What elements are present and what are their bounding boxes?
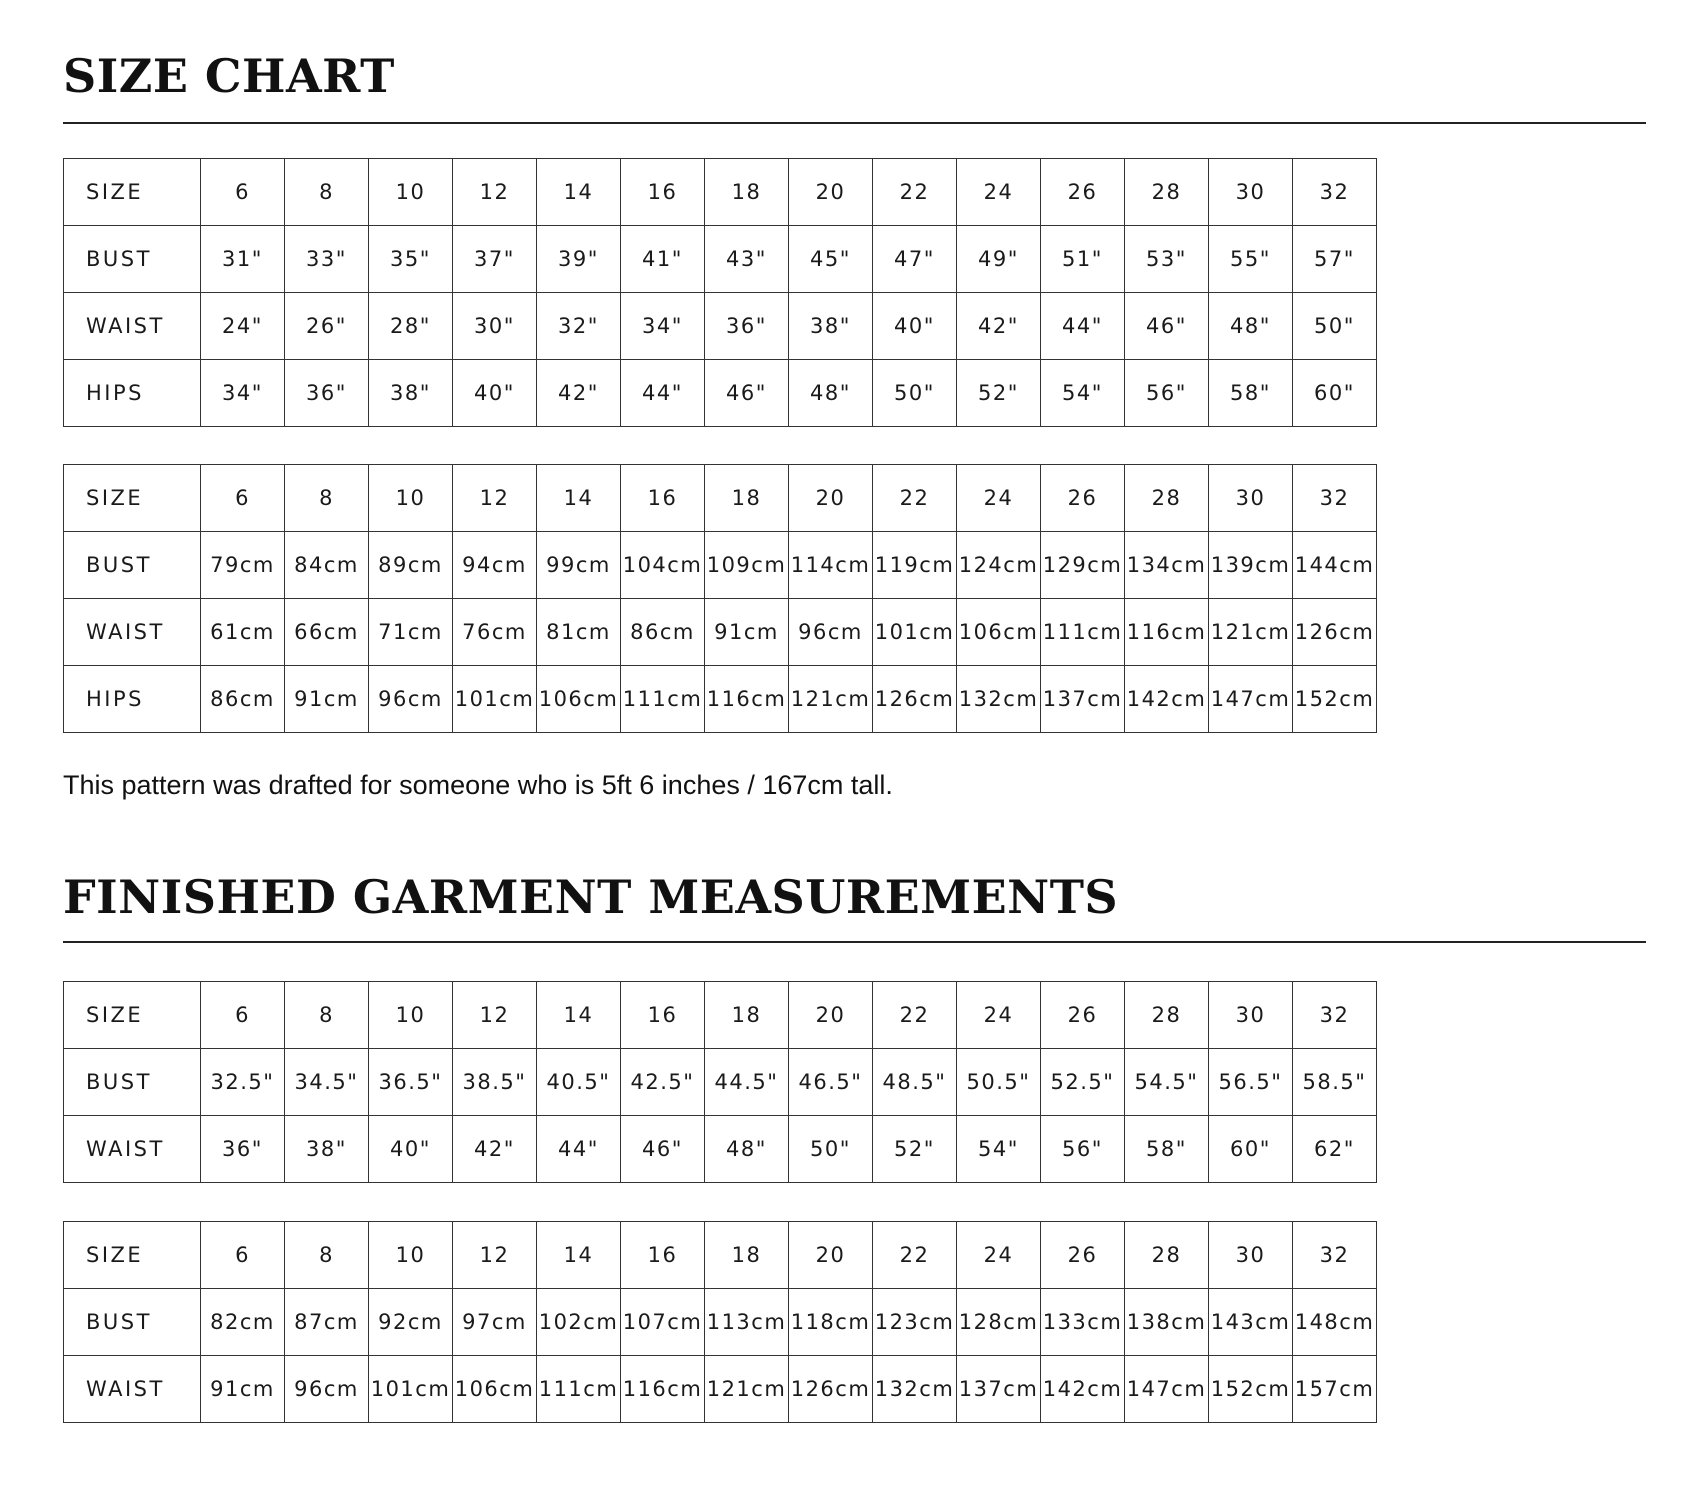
hips-row bbox=[64, 360, 1377, 427]
measurement-cell: 101cm bbox=[369, 1356, 453, 1423]
finished-garment-title: FINISHED GARMENT MEASUREMENTS bbox=[63, 870, 1119, 924]
row-label: WAIST bbox=[64, 293, 201, 360]
size-header-cell: 12 bbox=[453, 465, 537, 532]
measurement-cell: 47" bbox=[873, 226, 957, 293]
size-header-cell: 10 bbox=[369, 982, 453, 1049]
measurement-cell: 55" bbox=[1209, 226, 1293, 293]
size-header-cell: 28 bbox=[1125, 465, 1209, 532]
size-header-cell: 20 bbox=[789, 465, 873, 532]
size-header-cell: 24 bbox=[957, 465, 1041, 532]
size-header-cell: 6 bbox=[201, 1222, 285, 1289]
size-row bbox=[64, 159, 1377, 226]
measurement-cell: 142cm bbox=[1125, 666, 1209, 733]
measurement-cell: 52" bbox=[957, 360, 1041, 427]
hips-row bbox=[64, 666, 1377, 733]
size-header-cell: 26 bbox=[1041, 159, 1125, 226]
measurement-cell: 54.5" bbox=[1125, 1049, 1209, 1116]
measurement-cell: 123cm bbox=[873, 1289, 957, 1356]
measurement-cell: 92cm bbox=[369, 1289, 453, 1356]
size-header-cell: 8 bbox=[285, 159, 369, 226]
row-label: SIZE bbox=[64, 465, 201, 532]
size-chart-inches-table bbox=[63, 158, 1377, 427]
measurement-cell: 50" bbox=[873, 360, 957, 427]
size-header-cell: 8 bbox=[285, 1222, 369, 1289]
measurement-cell: 48" bbox=[1209, 293, 1293, 360]
size-header-cell: 14 bbox=[537, 159, 621, 226]
measurement-cell: 33" bbox=[285, 226, 369, 293]
measurement-cell: 38" bbox=[285, 1116, 369, 1183]
measurement-cell: 111cm bbox=[1041, 599, 1125, 666]
measurement-cell: 76cm bbox=[453, 599, 537, 666]
measurement-cell: 99cm bbox=[537, 532, 621, 599]
measurement-cell: 121cm bbox=[705, 1356, 789, 1423]
measurement-cell: 42" bbox=[957, 293, 1041, 360]
measurement-cell: 109cm bbox=[705, 532, 789, 599]
size-header-cell: 16 bbox=[621, 159, 705, 226]
size-header-cell: 14 bbox=[537, 465, 621, 532]
measurement-cell: 30" bbox=[453, 293, 537, 360]
size-header-cell: 16 bbox=[621, 1222, 705, 1289]
measurement-cell: 49" bbox=[957, 226, 1041, 293]
size-header-cell: 32 bbox=[1293, 159, 1377, 226]
measurement-cell: 71cm bbox=[369, 599, 453, 666]
measurement-cell: 126cm bbox=[789, 1356, 873, 1423]
measurement-cell: 51" bbox=[1041, 226, 1125, 293]
finished-garment-cm-table bbox=[63, 1221, 1377, 1423]
size-header-cell: 30 bbox=[1209, 159, 1293, 226]
measurement-cell: 34" bbox=[621, 293, 705, 360]
measurement-cell: 38" bbox=[369, 360, 453, 427]
row-label: BUST bbox=[64, 1289, 201, 1356]
measurement-cell: 62" bbox=[1293, 1116, 1377, 1183]
measurement-cell: 137cm bbox=[957, 1356, 1041, 1423]
measurement-cell: 82cm bbox=[201, 1289, 285, 1356]
size-header-cell: 28 bbox=[1125, 159, 1209, 226]
waist-row bbox=[64, 1356, 1377, 1423]
measurement-cell: 133cm bbox=[1041, 1289, 1125, 1356]
measurement-cell: 37" bbox=[453, 226, 537, 293]
size-header-cell: 16 bbox=[621, 982, 705, 1049]
measurement-cell: 52" bbox=[873, 1116, 957, 1183]
measurement-cell: 139cm bbox=[1209, 532, 1293, 599]
measurement-cell: 114cm bbox=[789, 532, 873, 599]
size-chart-title: SIZE CHART bbox=[63, 49, 395, 103]
measurement-cell: 97cm bbox=[453, 1289, 537, 1356]
waist-row bbox=[64, 1116, 1377, 1183]
measurement-cell: 61cm bbox=[201, 599, 285, 666]
measurement-cell: 111cm bbox=[621, 666, 705, 733]
size-row bbox=[64, 1222, 1377, 1289]
measurement-cell: 89cm bbox=[369, 532, 453, 599]
measurement-cell: 96cm bbox=[369, 666, 453, 733]
measurement-cell: 119cm bbox=[873, 532, 957, 599]
measurement-cell: 101cm bbox=[453, 666, 537, 733]
measurement-cell: 53" bbox=[1125, 226, 1209, 293]
size-header-cell: 26 bbox=[1041, 982, 1125, 1049]
measurement-cell: 40.5" bbox=[537, 1049, 621, 1116]
measurement-cell: 35" bbox=[369, 226, 453, 293]
measurement-cell: 143cm bbox=[1209, 1289, 1293, 1356]
row-label: BUST bbox=[64, 1049, 201, 1116]
measurement-cell: 54" bbox=[957, 1116, 1041, 1183]
size-header-cell: 24 bbox=[957, 982, 1041, 1049]
measurement-cell: 42" bbox=[453, 1116, 537, 1183]
measurement-cell: 56" bbox=[1041, 1116, 1125, 1183]
measurement-cell: 56" bbox=[1125, 360, 1209, 427]
measurement-cell: 157cm bbox=[1293, 1356, 1377, 1423]
measurement-cell: 134cm bbox=[1125, 532, 1209, 599]
measurement-cell: 24" bbox=[201, 293, 285, 360]
measurement-cell: 144cm bbox=[1293, 532, 1377, 599]
size-chart-cm-table bbox=[63, 464, 1377, 733]
size-header-cell: 14 bbox=[537, 982, 621, 1049]
measurement-cell: 121cm bbox=[1209, 599, 1293, 666]
measurement-cell: 46" bbox=[1125, 293, 1209, 360]
measurement-cell: 58" bbox=[1209, 360, 1293, 427]
size-header-cell: 18 bbox=[705, 465, 789, 532]
measurement-cell: 79cm bbox=[201, 532, 285, 599]
size-header-cell: 12 bbox=[453, 982, 537, 1049]
measurement-cell: 54" bbox=[1041, 360, 1125, 427]
measurement-cell: 60" bbox=[1209, 1116, 1293, 1183]
waist-row bbox=[64, 599, 1377, 666]
size-header-cell: 22 bbox=[873, 982, 957, 1049]
measurement-cell: 57" bbox=[1293, 226, 1377, 293]
measurement-cell: 106cm bbox=[537, 666, 621, 733]
measurement-cell: 44" bbox=[621, 360, 705, 427]
measurement-cell: 91cm bbox=[201, 1356, 285, 1423]
size-header-cell: 22 bbox=[873, 1222, 957, 1289]
row-label: BUST bbox=[64, 532, 201, 599]
finished-garment-inches-table bbox=[63, 981, 1377, 1183]
measurement-cell: 50.5" bbox=[957, 1049, 1041, 1116]
measurement-cell: 106cm bbox=[453, 1356, 537, 1423]
size-header-cell: 28 bbox=[1125, 1222, 1209, 1289]
measurement-cell: 126cm bbox=[1293, 599, 1377, 666]
size-header-cell: 12 bbox=[453, 1222, 537, 1289]
size-header-cell: 30 bbox=[1209, 982, 1293, 1049]
measurement-cell: 116cm bbox=[705, 666, 789, 733]
row-label: WAIST bbox=[64, 1116, 201, 1183]
size-header-cell: 10 bbox=[369, 159, 453, 226]
size-header-cell: 20 bbox=[789, 1222, 873, 1289]
measurement-cell: 66cm bbox=[285, 599, 369, 666]
measurement-cell: 58" bbox=[1125, 1116, 1209, 1183]
size-header-cell: 22 bbox=[873, 465, 957, 532]
size-header-cell: 28 bbox=[1125, 982, 1209, 1049]
measurement-cell: 40" bbox=[453, 360, 537, 427]
size-header-cell: 8 bbox=[285, 982, 369, 1049]
measurement-cell: 107cm bbox=[621, 1289, 705, 1356]
measurement-cell: 152cm bbox=[1293, 666, 1377, 733]
measurement-cell: 46" bbox=[705, 360, 789, 427]
size-header-cell: 6 bbox=[201, 465, 285, 532]
size-header-cell: 32 bbox=[1293, 1222, 1377, 1289]
measurement-cell: 87cm bbox=[285, 1289, 369, 1356]
size-header-cell: 32 bbox=[1293, 465, 1377, 532]
row-label: HIPS bbox=[64, 360, 201, 427]
measurement-cell: 52.5" bbox=[1041, 1049, 1125, 1116]
measurement-cell: 44" bbox=[537, 1116, 621, 1183]
measurement-cell: 34" bbox=[201, 360, 285, 427]
measurement-cell: 26" bbox=[285, 293, 369, 360]
measurement-cell: 42.5" bbox=[621, 1049, 705, 1116]
size-row bbox=[64, 982, 1377, 1049]
measurement-cell: 126cm bbox=[873, 666, 957, 733]
measurement-cell: 138cm bbox=[1125, 1289, 1209, 1356]
measurement-cell: 36" bbox=[285, 360, 369, 427]
size-header-cell: 26 bbox=[1041, 465, 1125, 532]
measurement-cell: 48" bbox=[789, 360, 873, 427]
measurement-cell: 81cm bbox=[537, 599, 621, 666]
measurement-cell: 116cm bbox=[1125, 599, 1209, 666]
size-header-cell: 18 bbox=[705, 982, 789, 1049]
measurement-cell: 48" bbox=[705, 1116, 789, 1183]
measurement-cell: 46.5" bbox=[789, 1049, 873, 1116]
measurement-cell: 111cm bbox=[537, 1356, 621, 1423]
size-chart-divider bbox=[63, 122, 1646, 124]
measurement-cell: 128cm bbox=[957, 1289, 1041, 1356]
measurement-cell: 38" bbox=[789, 293, 873, 360]
bust-row bbox=[64, 1049, 1377, 1116]
measurement-cell: 121cm bbox=[789, 666, 873, 733]
measurement-cell: 41" bbox=[621, 226, 705, 293]
measurement-cell: 91cm bbox=[285, 666, 369, 733]
measurement-cell: 36" bbox=[201, 1116, 285, 1183]
measurement-cell: 86cm bbox=[621, 599, 705, 666]
measurement-cell: 50" bbox=[1293, 293, 1377, 360]
measurement-cell: 147cm bbox=[1209, 666, 1293, 733]
measurement-cell: 152cm bbox=[1209, 1356, 1293, 1423]
measurement-cell: 31" bbox=[201, 226, 285, 293]
measurement-cell: 58.5" bbox=[1293, 1049, 1377, 1116]
size-header-cell: 12 bbox=[453, 159, 537, 226]
measurement-cell: 50" bbox=[789, 1116, 873, 1183]
measurement-cell: 104cm bbox=[621, 532, 705, 599]
measurement-cell: 96cm bbox=[789, 599, 873, 666]
size-header-cell: 26 bbox=[1041, 1222, 1125, 1289]
size-header-cell: 20 bbox=[789, 159, 873, 226]
measurement-cell: 113cm bbox=[705, 1289, 789, 1356]
size-header-cell: 10 bbox=[369, 1222, 453, 1289]
measurement-cell: 39" bbox=[537, 226, 621, 293]
measurement-cell: 45" bbox=[789, 226, 873, 293]
measurement-cell: 38.5" bbox=[453, 1049, 537, 1116]
measurement-cell: 46" bbox=[621, 1116, 705, 1183]
measurement-cell: 44" bbox=[1041, 293, 1125, 360]
measurement-cell: 142cm bbox=[1041, 1356, 1125, 1423]
finished-garment-divider bbox=[63, 941, 1646, 943]
measurement-cell: 132cm bbox=[957, 666, 1041, 733]
measurement-cell: 124cm bbox=[957, 532, 1041, 599]
measurement-cell: 43" bbox=[705, 226, 789, 293]
measurement-cell: 94cm bbox=[453, 532, 537, 599]
measurement-cell: 84cm bbox=[285, 532, 369, 599]
measurement-cell: 32.5" bbox=[201, 1049, 285, 1116]
size-header-cell: 32 bbox=[1293, 982, 1377, 1049]
measurement-cell: 40" bbox=[369, 1116, 453, 1183]
bust-row bbox=[64, 1289, 1377, 1356]
measurement-cell: 56.5" bbox=[1209, 1049, 1293, 1116]
row-label: BUST bbox=[64, 226, 201, 293]
size-header-cell: 18 bbox=[705, 1222, 789, 1289]
measurement-cell: 91cm bbox=[705, 599, 789, 666]
size-header-cell: 30 bbox=[1209, 465, 1293, 532]
measurement-cell: 36" bbox=[705, 293, 789, 360]
size-header-cell: 20 bbox=[789, 982, 873, 1049]
size-header-cell: 8 bbox=[285, 465, 369, 532]
size-header-cell: 10 bbox=[369, 465, 453, 532]
size-header-cell: 24 bbox=[957, 1222, 1041, 1289]
measurement-cell: 44.5" bbox=[705, 1049, 789, 1116]
measurement-cell: 96cm bbox=[285, 1356, 369, 1423]
row-label: WAIST bbox=[64, 599, 201, 666]
measurement-cell: 42" bbox=[537, 360, 621, 427]
bust-row bbox=[64, 532, 1377, 599]
waist-row bbox=[64, 293, 1377, 360]
size-header-cell: 6 bbox=[201, 159, 285, 226]
measurement-cell: 147cm bbox=[1125, 1356, 1209, 1423]
measurement-cell: 40" bbox=[873, 293, 957, 360]
height-note: This pattern was drafted for someone who is 5ft 6 inches / 167cm tall. bbox=[63, 770, 893, 800]
measurement-cell: 118cm bbox=[789, 1289, 873, 1356]
row-label: SIZE bbox=[64, 159, 201, 226]
measurement-cell: 36.5" bbox=[369, 1049, 453, 1116]
size-header-cell: 24 bbox=[957, 159, 1041, 226]
row-label: WAIST bbox=[64, 1356, 201, 1423]
measurement-cell: 101cm bbox=[873, 599, 957, 666]
measurement-cell: 28" bbox=[369, 293, 453, 360]
size-header-cell: 16 bbox=[621, 465, 705, 532]
row-label: HIPS bbox=[64, 666, 201, 733]
row-label: SIZE bbox=[64, 1222, 201, 1289]
bust-row bbox=[64, 226, 1377, 293]
measurement-cell: 60" bbox=[1293, 360, 1377, 427]
measurement-cell: 132cm bbox=[873, 1356, 957, 1423]
row-label: SIZE bbox=[64, 982, 201, 1049]
measurement-cell: 48.5" bbox=[873, 1049, 957, 1116]
measurement-cell: 137cm bbox=[1041, 666, 1125, 733]
size-header-cell: 6 bbox=[201, 982, 285, 1049]
measurement-cell: 102cm bbox=[537, 1289, 621, 1356]
measurement-cell: 86cm bbox=[201, 666, 285, 733]
size-row bbox=[64, 465, 1377, 532]
size-header-cell: 22 bbox=[873, 159, 957, 226]
measurement-cell: 148cm bbox=[1293, 1289, 1377, 1356]
measurement-cell: 32" bbox=[537, 293, 621, 360]
measurement-cell: 106cm bbox=[957, 599, 1041, 666]
size-header-cell: 30 bbox=[1209, 1222, 1293, 1289]
measurement-cell: 34.5" bbox=[285, 1049, 369, 1116]
size-header-cell: 18 bbox=[705, 159, 789, 226]
measurement-cell: 129cm bbox=[1041, 532, 1125, 599]
measurement-cell: 116cm bbox=[621, 1356, 705, 1423]
size-header-cell: 14 bbox=[537, 1222, 621, 1289]
